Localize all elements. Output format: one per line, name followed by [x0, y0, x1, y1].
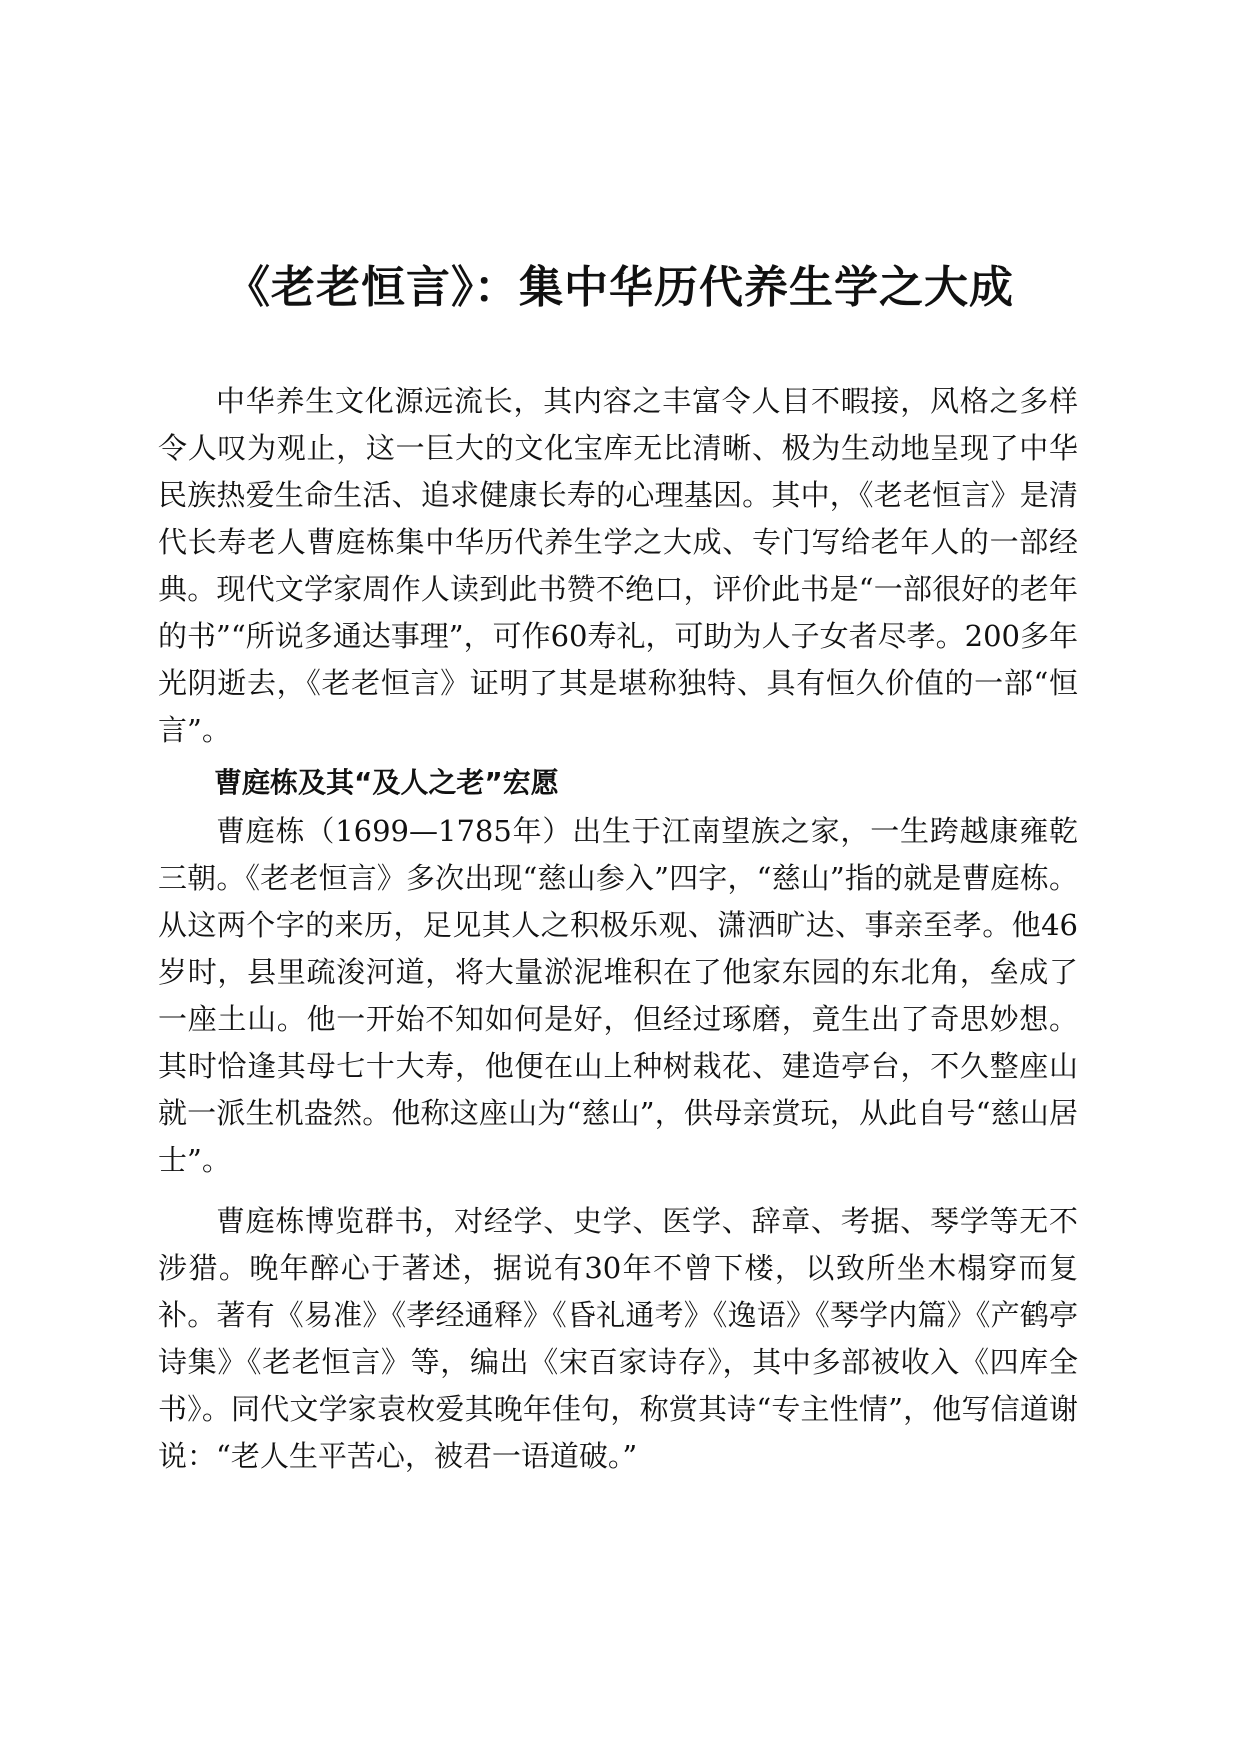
intro-paragraph: 中华养生文化源远流长，其内容之丰富令人目不暇接，风格之多样令人叹为观止，这一巨大的文化宝库无比清晰、极为生动地呈现了中华民族热爱生命生活、追求健康长寿的心理基因。其中，《老老恒言》是清代长寿老人曹庭栋集中华历代养生学之大成、专门写给老年人的一部经典。现代文学家周作人读到此书赞不绝口，评价此书是“一部很好的老年的书”“所说多通达事理”，可作60寿礼，可助为人子女者尽孝。200多年光阴逝去，《老老恒言》证明了其是堪称独特、具有恒久价值的一部“恒言”。	[158, 384, 1078, 747]
section-paragraph-2: 曹庭栋博览群书，对经学、史学、医学、辞章、考据、琴学等无不涉猎。晚年醉心于著述，据说有30年不曾下楼，以致所坐木榻穿而复补。著有《易准》《孝经通释》《昏礼通考》《逸语》《琴学内篇》《产鹤亭诗集》《老老恒言》等，编出《宋百家诗存》，其中多部被收入《四库全书》。同代文学家袁枚爱其晚年佳句，称赏其诗“专主性情”，他写信道谢说：“老人生平苦心，被君一语道破。”	[158, 1204, 1078, 1473]
article-body	[158, 378, 1078, 1480]
section-heading: 曹庭栋及其“及人之老”宏愿	[214, 766, 559, 799]
section-paragraph-1: 曹庭栋（1699—1785年）出生于江南望族之家，一生跨越康雍乾三朝。《老老恒言》多次出现“慈山参入”四字，“慈山”指的就是曹庭栋。从这两个字的来历，足见其人之积极乐观、潇洒旷达、事亲至孝。他46岁时，县里疏浚河道，将大量淤泥堆积在了他家东园的东北角，垒成了一座土山。他一开始不知如何是好，但经过琢磨，竟生出了奇思妙想。其时恰逢其母七十大寿，他便在山上种树栽花、建造亭台，不久整座山就一派生机盎然。他称这座山为“慈山”，供母亲赏玩，从此自号“慈山居士”。	[158, 814, 1078, 1177]
article-title: 《老老恒言》：集中华历代养生学之大成	[226, 262, 1014, 313]
